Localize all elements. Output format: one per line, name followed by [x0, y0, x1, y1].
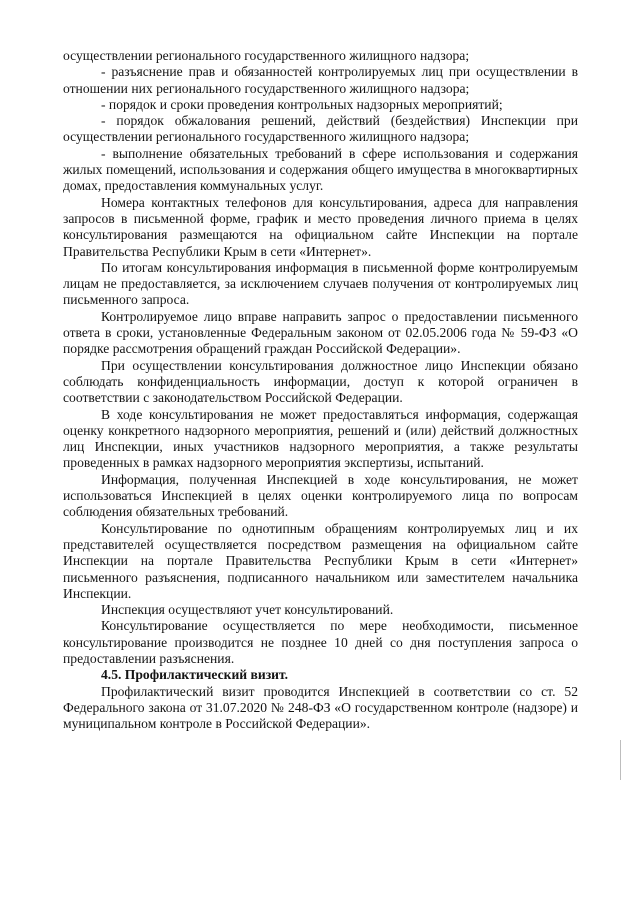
paragraph-consultation-results: По итогам консультирования информация в письменной форме контролируемым лицам не предоставляется, за исключением случаев получения от контролируемых лиц письменного запроса.: [63, 259, 578, 308]
paragraph-accounting: Инспекция осуществляют учет консультирований.: [101, 602, 394, 618]
paragraph-similar-requests: Консультирование по однотипным обращениям контролируемых лиц и их представителей осуществляется посредством размещения на официальном сайте Инспекции на портале Правительства Республики Крым в сети «Интернет» письменного разъяснения, подписанного начальником или заместителем начальника Инспекции.: [63, 520, 578, 601]
paragraph-contact-phones: Номера контактных телефонов для консультирования, адреса для направления запросов в письменной форме, график и место проведения личного приема в целях консультирования размещаются на официальном сайте Инспекции на портале Правительства Республики Крым в сети «Интернет».: [63, 194, 578, 259]
document-page: [63, 48, 578, 732]
scan-speck: [620, 740, 621, 780]
list-item-procedure-terms: - порядок и сроки проведения контрольных надзорных мероприятий;: [101, 96, 503, 112]
list-item-rights-explanation: - разъяснение прав и обязанностей контролируемых лиц при осуществлении в отношении них регионального государственного жилищного надзора;: [63, 64, 578, 96]
paragraph-preventive-visit: Профилактический визит проводится Инспекцией в соответствии со ст. 52 Федерального закона от 31.07.2020 № 248-ФЗ «О государственном контроле (надзоре) и муниципальном контроле в Российской Федерации».: [63, 683, 578, 732]
section-heading: 4.5. Профилактический визит.: [101, 667, 289, 683]
paragraph-timing: Консультирование осуществляется по мере необходимости, письменное консультирование производится не позднее 10 дней со дня поступления запроса о предоставлении разъяснения.: [63, 618, 578, 666]
paragraph-restricted-info: В ходе консультирования не может предоставляться информация, содержащая оценку конкретного надзорного мероприятия, решений и (или) действий должностных лиц Инспекции, иных участников надзорного мероприятия, а также результаты проведенных в рамках надзорного мероприятия экспертизы, испытаний.: [63, 406, 578, 471]
paragraph-info-usage: Информация, полученная Инспекцией в ходе консультирования, не может использоваться Инспекцией в целях оценки контролируемого лица по вопросам соблюдения обязательных требований.: [63, 471, 578, 520]
paragraph-continuation: осуществлении регионального государственного жилищного надзора;: [63, 48, 470, 63]
paragraph-confidentiality: При осуществлении консультирования должностное лицо Инспекции обязано соблюдать конфиденциальность информации, доступ к которой ограничен в соответствии с законодательством Российской Федерации.: [63, 357, 578, 406]
list-item-mandatory-requirements: - выполнение обязательных требований в сфере использования и содержания жилых помещений, использования и содержания общего имущества в многоквартирных домах, предоставления коммунальных услуг.: [63, 145, 578, 194]
paragraph-written-request: Контролируемое лицо вправе направить запрос о предоставлении письменного ответа в сроки, установленные Федеральным законом от 02.05.2006 года № 59-ФЗ «О порядке рассмотрения обращений граждан Российской Федерации».: [63, 308, 578, 357]
list-item-appeal-procedure: - порядок обжалования решений, действий (бездействия) Инспекции при осуществлении регионального государственного жилищного надзора;: [63, 113, 578, 145]
